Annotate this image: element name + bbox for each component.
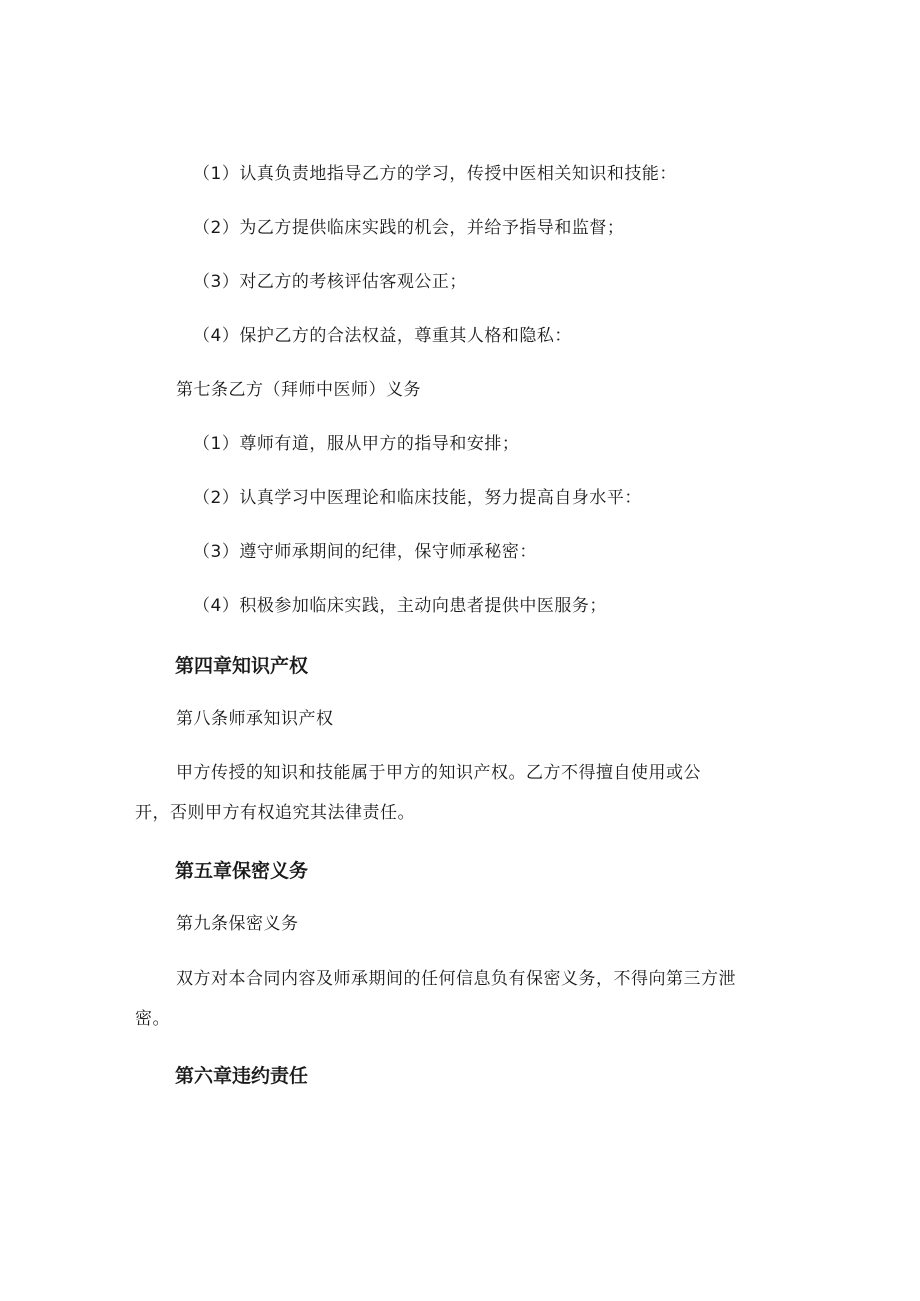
article-7-item-3: （3）遵守师承期间的纪律，保守师承秘密：	[193, 542, 537, 562]
duty-a-item-4: （4）保护乙方的合法权益，尊重其人格和隐私：	[193, 326, 572, 346]
duty-a-item-2: （2）为乙方提供临床实践的机会，并给予指导和监督；	[193, 218, 625, 238]
article-8-paragraph-line-1: 甲方传授的知识和技能属于甲方的知识产权。乙方不得擅自使用或公	[176, 763, 701, 783]
chapter-4-heading: 第四章知识产权	[175, 655, 309, 677]
chapter-6-heading: 第六章违约责任	[175, 1065, 309, 1087]
article-9-paragraph-line-2: 密。	[135, 1009, 170, 1029]
article-7-item-1: （1）尊师有道，服从甲方的指导和安排；	[193, 434, 520, 454]
article-7-item-2: （2）认真学习中医理论和临床技能，努力提高自身水平：	[193, 488, 642, 508]
chapter-5-heading: 第五章保密义务	[175, 860, 309, 882]
article-8-title: 第八条师承知识产权	[176, 709, 334, 729]
duty-a-item-1: （1）认真负责地指导乙方的学习，传授中医相关知识和技能：	[193, 164, 677, 184]
article-7-item-4: （4）积极参加临床实践，主动向患者提供中医服务；	[193, 596, 607, 616]
duty-a-item-3: （3）对乙方的考核评估客观公正；	[193, 272, 467, 292]
article-9-paragraph-line-1: 双方对本合同内容及师承期间的任何信息负有保密义务，不得向第三方泄	[176, 969, 736, 989]
article-8-paragraph-line-2: 开，否则甲方有权追究其法律责任。	[135, 803, 415, 823]
article-7-title: 第七条乙方（拜师中医师）义务	[176, 380, 421, 400]
article-9-title: 第九条保密义务	[176, 914, 299, 934]
